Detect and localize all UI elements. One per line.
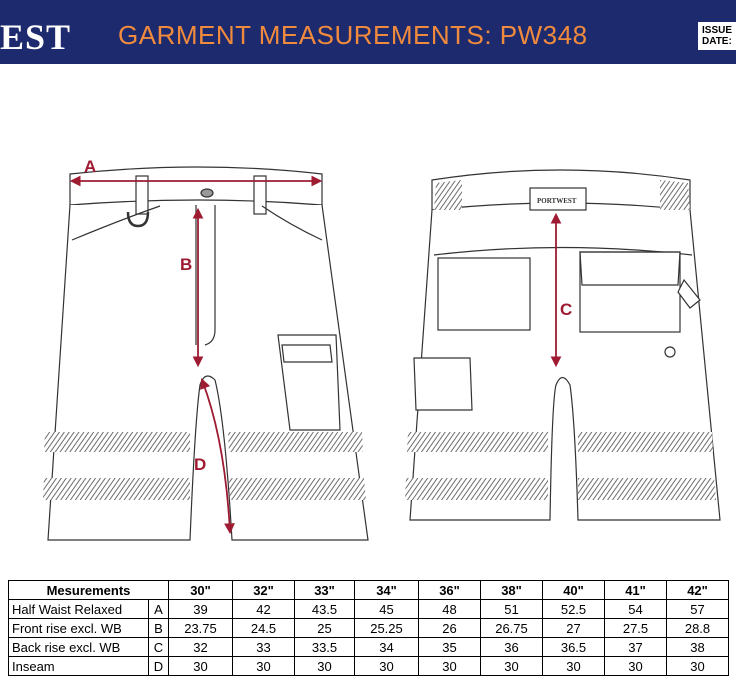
table-header-row — [9, 581, 729, 600]
size-chart-table — [8, 580, 729, 676]
size-header: 42" — [667, 581, 729, 600]
size-header: 36" — [419, 581, 481, 600]
table-cell: 30 — [543, 657, 605, 676]
table-cell: 33.5 — [295, 638, 355, 657]
table-cell: 30 — [481, 657, 543, 676]
table-cell: 35 — [419, 638, 481, 657]
table-row — [9, 657, 729, 676]
table-cell: 26 — [419, 619, 481, 638]
table-cell: 30 — [605, 657, 667, 676]
table-cell: 30 — [419, 657, 481, 676]
brand-logo: EST — [0, 17, 72, 57]
table-cell: 30 — [667, 657, 729, 676]
table-cell: 32 — [169, 638, 233, 657]
table-row — [9, 619, 729, 638]
table-cell: 43.5 — [295, 600, 355, 619]
row-label: Inseam — [9, 657, 149, 676]
table-cell: 23.75 — [169, 619, 233, 638]
issue-label: ISSUE — [702, 25, 733, 36]
table-cell: 26.75 — [481, 619, 543, 638]
row-code: D — [149, 657, 169, 676]
table-cell: 25 — [295, 619, 355, 638]
table-cell: 54 — [605, 600, 667, 619]
size-header: 32" — [233, 581, 295, 600]
issue-date-box — [698, 22, 736, 50]
table-cell: 48 — [419, 600, 481, 619]
back-label-text: PORTWEST — [537, 197, 577, 205]
size-header: 38" — [481, 581, 543, 600]
table-cell: 30 — [295, 657, 355, 676]
measurements-header: Mesurements — [9, 581, 169, 600]
front-view — [43, 167, 368, 540]
label-b: B — [180, 255, 193, 274]
row-label: Half Waist Relaxed — [9, 600, 149, 619]
date-label: DATE: — [702, 36, 732, 47]
table-cell: 37 — [605, 638, 667, 657]
label-a: A — [84, 157, 97, 176]
table-cell: 51 — [481, 600, 543, 619]
table-cell: 36.5 — [543, 638, 605, 657]
row-code: C — [149, 638, 169, 657]
table-cell: 24.5 — [233, 619, 295, 638]
table-cell: 30 — [169, 657, 233, 676]
table-cell: 38 — [667, 638, 729, 657]
size-header: 40" — [543, 581, 605, 600]
table-cell: 45 — [355, 600, 419, 619]
table-row — [9, 600, 729, 619]
table-cell: 34 — [355, 638, 419, 657]
table-cell: 33 — [233, 638, 295, 657]
table-cell: 42 — [233, 600, 295, 619]
row-code: A — [149, 600, 169, 619]
row-code: B — [149, 619, 169, 638]
label-c: C — [560, 300, 573, 319]
row-label: Back rise excl. WB — [9, 638, 149, 657]
size-header: 34" — [355, 581, 419, 600]
row-label: Front rise excl. WB — [9, 619, 149, 638]
size-header: 30" — [169, 581, 233, 600]
size-header: 33" — [295, 581, 355, 600]
garment-drawing — [0, 64, 736, 574]
table-cell: 30 — [233, 657, 295, 676]
table-cell: 25.25 — [355, 619, 419, 638]
size-header: 41" — [605, 581, 667, 600]
back-view — [405, 170, 720, 520]
table-cell: 52.5 — [543, 600, 605, 619]
page-title: GARMENT MEASUREMENTS: PW348 — [118, 20, 588, 50]
table-cell: 28.8 — [667, 619, 729, 638]
table-cell: 39 — [169, 600, 233, 619]
header-banner — [0, 0, 736, 64]
table-cell: 57 — [667, 600, 729, 619]
table-cell: 27.5 — [605, 619, 667, 638]
table-cell: 27 — [543, 619, 605, 638]
table-cell: 36 — [481, 638, 543, 657]
table-cell: 30 — [355, 657, 419, 676]
label-d: D — [194, 455, 207, 474]
table-row — [9, 638, 729, 657]
